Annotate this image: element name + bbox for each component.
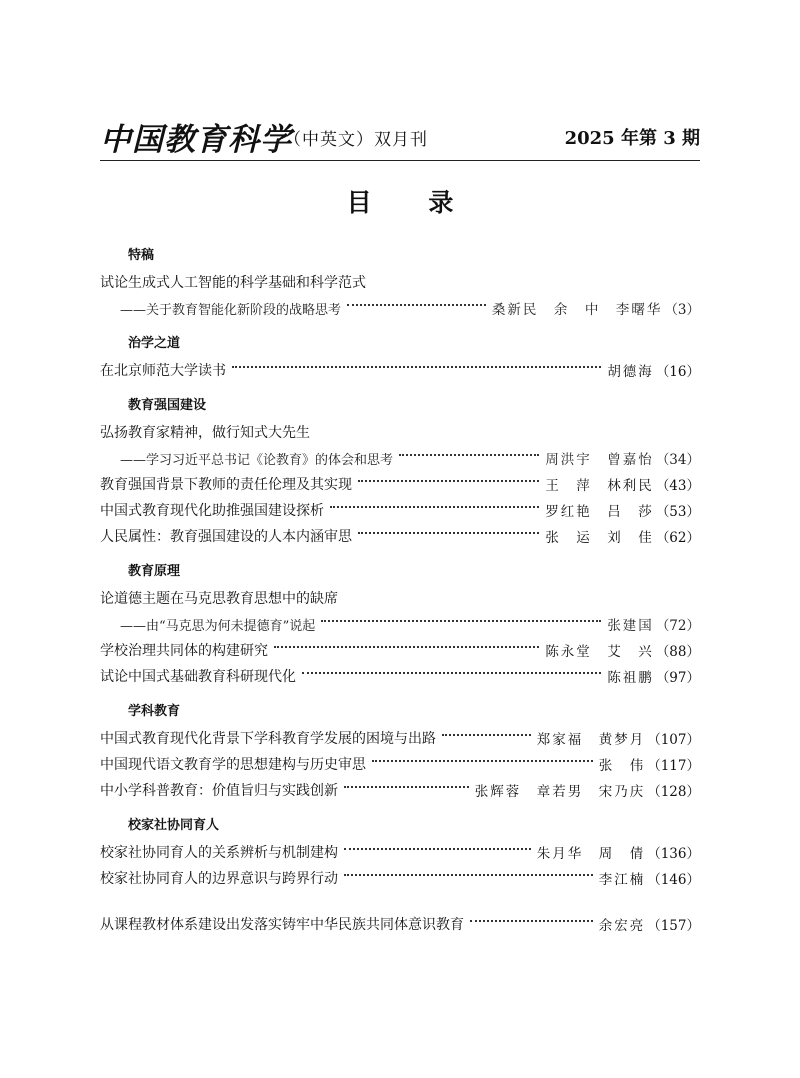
entry-page: （62） bbox=[655, 530, 700, 546]
toc-entry[interactable] bbox=[100, 497, 700, 523]
entry-page: （72） bbox=[655, 618, 700, 634]
toc-entry[interactable] bbox=[100, 419, 700, 445]
entry-title: 中小学科普教育：价值旨归与实践创新 bbox=[100, 783, 338, 799]
journal-name: 中国教育科学 bbox=[100, 122, 292, 158]
table-of-contents bbox=[100, 243, 700, 937]
entry-subtitle: ——学习习近平总书记《论教育》的体会和思考 bbox=[120, 452, 394, 468]
entry-author: 罗红艳 吕 莎 bbox=[545, 504, 654, 520]
entry-page: （3） bbox=[664, 302, 700, 318]
toc-entry[interactable] bbox=[100, 725, 700, 751]
toc-entry-subtitle[interactable] bbox=[100, 295, 700, 321]
leader-dots bbox=[358, 532, 539, 534]
toc-entry-subtitle[interactable] bbox=[100, 611, 700, 637]
entry-title: 人民属性：教育强国建设的人本内涵审思 bbox=[100, 529, 352, 545]
entry-subtitle: ——由“马克思为何未提德育”说起 bbox=[120, 618, 316, 634]
entry-title: 中国式教育现代化助推强国建设探析 bbox=[100, 503, 324, 519]
entry-title: 学校治理共同体的构建研究 bbox=[100, 643, 268, 659]
entry-author: 朱月华 周 倩 bbox=[536, 846, 646, 862]
section-heading: 教育强国建设 bbox=[128, 398, 207, 413]
journal-frequency: （中英文）双月刊 bbox=[284, 130, 428, 150]
entry-title: 校家社协同育人的关系辨析与机制建构 bbox=[100, 845, 338, 861]
entry-title: 在北京师范大学读书 bbox=[100, 363, 226, 379]
leader-dots bbox=[302, 672, 601, 674]
toc-entry[interactable] bbox=[100, 777, 700, 803]
issue-number: 2025 年第 3 期 bbox=[564, 128, 700, 149]
entry-page: （157） bbox=[647, 918, 700, 934]
entry-title: 试论中国式基础教育科研现代化 bbox=[100, 669, 296, 685]
entry-author: 张辉蓉 章若男 宋乃庆 bbox=[474, 784, 646, 800]
section-heading: 学科教育 bbox=[128, 704, 181, 719]
leader-dots bbox=[399, 454, 539, 456]
entry-author: 张 运 刘 佳 bbox=[545, 530, 654, 546]
entry-page: （117） bbox=[647, 758, 700, 774]
entry-page: （88） bbox=[655, 644, 700, 660]
leader-dots bbox=[232, 366, 601, 368]
leader-dots bbox=[344, 874, 593, 876]
leader-dots bbox=[442, 734, 531, 736]
entry-page: （128） bbox=[647, 784, 700, 800]
leader-dots bbox=[274, 646, 539, 648]
toc-entry[interactable] bbox=[100, 471, 700, 497]
entry-author: 郑家福 黄梦月 bbox=[536, 732, 646, 748]
toc-entry[interactable] bbox=[100, 357, 700, 383]
entry-title: 论道德主题在马克思教育思想中的缺席 bbox=[100, 591, 338, 607]
entry-page: （146） bbox=[647, 872, 700, 888]
entry-title: 教育强国背景下教师的责任伦理及其实现 bbox=[100, 477, 352, 493]
entry-author: 余宏亮 bbox=[598, 918, 646, 934]
section-heading: 特稿 bbox=[128, 248, 155, 263]
leader-dots bbox=[358, 480, 539, 482]
leader-dots bbox=[347, 304, 486, 306]
entry-author: 张建国 bbox=[607, 618, 654, 634]
entry-page: （34） bbox=[655, 452, 700, 468]
toc-entry[interactable] bbox=[100, 269, 700, 295]
entry-page: （97） bbox=[655, 670, 700, 686]
entry-page: （53） bbox=[655, 504, 700, 520]
section-heading: 校家社协同育人 bbox=[128, 818, 220, 833]
leader-dots bbox=[372, 760, 593, 762]
leader-dots bbox=[321, 620, 601, 622]
leader-dots bbox=[344, 848, 531, 850]
toc-entry[interactable] bbox=[100, 637, 700, 663]
entry-page: （107） bbox=[647, 732, 700, 748]
entry-author: 李江楠 bbox=[598, 872, 646, 888]
toc-entry[interactable] bbox=[100, 663, 700, 689]
toc-title: 目 录 bbox=[346, 188, 478, 217]
entry-author: 桑新民 余 中 李曙华 bbox=[491, 302, 663, 318]
entry-author: 陈永堂 艾 兴 bbox=[545, 644, 654, 660]
toc-entry[interactable] bbox=[100, 751, 700, 777]
journal-header bbox=[100, 110, 700, 161]
entry-page: （136） bbox=[647, 846, 700, 862]
leader-dots bbox=[470, 920, 593, 922]
entry-title: 从课程教材体系建设出发落实铸牢中华民族共同体意识教育 bbox=[100, 917, 464, 933]
leader-dots bbox=[330, 506, 539, 508]
entry-page: （43） bbox=[655, 478, 700, 494]
entry-author: 陈祖鹏 bbox=[607, 670, 654, 686]
spacer bbox=[100, 891, 700, 911]
entry-title: 校家社协同育人的边界意识与跨界行动 bbox=[100, 871, 338, 887]
entry-title: 试论生成式人工智能的科学基础和科学范式 bbox=[100, 275, 366, 291]
entry-title: 弘扬教育家精神，做行知式大先生 bbox=[100, 425, 310, 441]
toc-entry[interactable] bbox=[100, 911, 700, 937]
section-heading: 治学之道 bbox=[128, 336, 181, 351]
toc-entry-subtitle[interactable] bbox=[100, 445, 700, 471]
entry-title: 中国式教育现代化背景下学科教育学发展的困境与出路 bbox=[100, 731, 436, 747]
toc-entry[interactable] bbox=[100, 585, 700, 611]
entry-author: 周洪宇 曾嘉怡 bbox=[545, 452, 654, 468]
entry-author: 王 萍 林利民 bbox=[545, 478, 654, 494]
entry-author: 胡德海 bbox=[607, 364, 654, 380]
toc-entry[interactable] bbox=[100, 839, 700, 865]
toc-entry[interactable] bbox=[100, 523, 700, 549]
toc-entry[interactable] bbox=[100, 865, 700, 891]
section-heading: 教育原理 bbox=[128, 564, 181, 579]
leader-dots bbox=[344, 786, 469, 788]
entry-subtitle: ——关于教育智能化新阶段的战略思考 bbox=[120, 302, 342, 318]
entry-page: （16） bbox=[655, 364, 700, 380]
entry-title: 中国现代语文教育学的思想建构与历史审思 bbox=[100, 757, 366, 773]
entry-author: 张 伟 bbox=[598, 758, 646, 774]
